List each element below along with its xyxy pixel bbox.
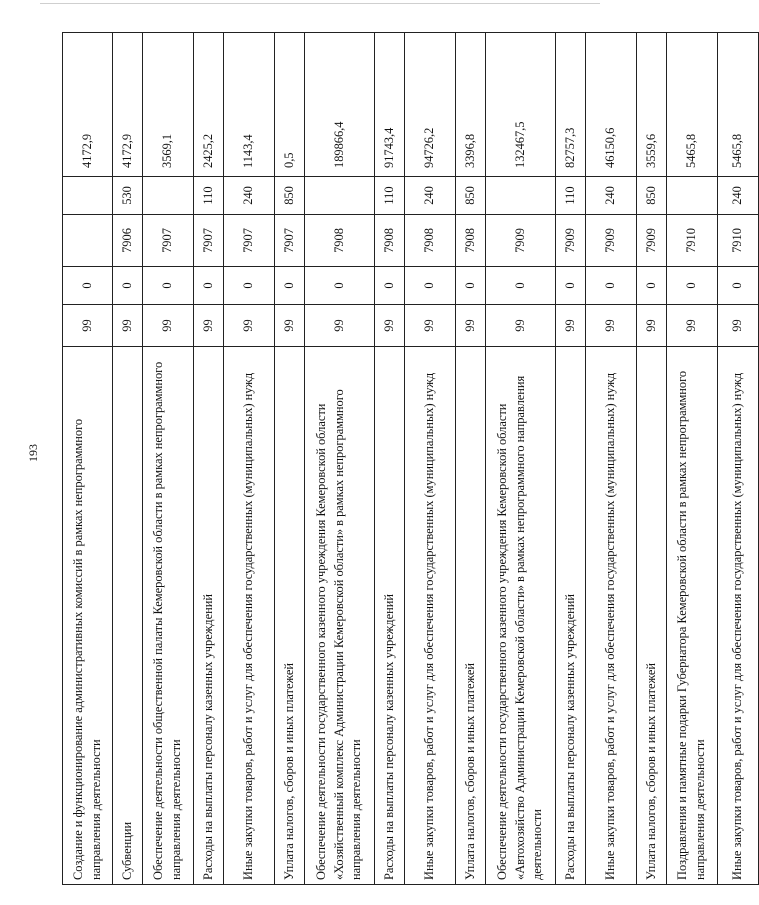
rotated-table-frame (62, 33, 744, 885)
target-article-cell: 7907 (143, 215, 194, 267)
row-name-cell: Расходы на выплаты персоналу казенных учреждений (375, 347, 405, 885)
table-row (556, 33, 586, 885)
target-article-cell: 7908 (405, 215, 456, 267)
table-row (718, 33, 759, 885)
row-name-cell: Иные закупки товаров, работ и услуг для обеспечения государственных (муниципальных) нужд (718, 347, 759, 885)
expense-type-cell: 850 (456, 177, 486, 215)
expense-type-cell (305, 177, 375, 215)
target-article-cell: 7909 (486, 215, 556, 267)
code-cell: 99 (143, 305, 194, 347)
table-row (456, 33, 486, 885)
code-cell: 99 (486, 305, 556, 347)
subcode-cell: 0 (456, 267, 486, 305)
expense-type-cell (63, 177, 113, 215)
table-row (405, 33, 456, 885)
target-article-cell: 7906 (113, 215, 143, 267)
row-name-cell: Иные закупки товаров, работ и услуг для обеспечения государственных (муниципальных) нужд (586, 347, 637, 885)
row-name-cell: Расходы на выплаты персоналу казенных учреждений (194, 347, 224, 885)
table-row (275, 33, 305, 885)
row-name-cell: Субвенции (113, 347, 143, 885)
amount-cell: 82757,3 (556, 33, 586, 177)
table-row (63, 33, 113, 885)
subcode-cell: 0 (194, 267, 224, 305)
table-row (375, 33, 405, 885)
expense-type-cell (143, 177, 194, 215)
table-row (143, 33, 194, 885)
amount-cell: 2425,2 (194, 33, 224, 177)
amount-cell: 189866,4 (305, 33, 375, 177)
table-row (224, 33, 275, 885)
code-cell: 99 (194, 305, 224, 347)
row-name-cell: Уплата налогов, сборов и иных платежей (637, 347, 667, 885)
code-cell: 99 (556, 305, 586, 347)
target-article-cell: 7909 (586, 215, 637, 267)
target-article-cell: 7909 (637, 215, 667, 267)
amount-cell: 91743,4 (375, 33, 405, 177)
subcode-cell: 0 (718, 267, 759, 305)
code-cell: 99 (718, 305, 759, 347)
budget-table-body (63, 33, 759, 885)
row-name-cell: Создание и функционирование административных комиссий в рамках непрограммного направления деятельности (63, 347, 113, 885)
expense-type-cell: 530 (113, 177, 143, 215)
target-article-cell: 7909 (556, 215, 586, 267)
table-row (305, 33, 375, 885)
amount-cell: 3569,1 (143, 33, 194, 177)
amount-cell: 132467,5 (486, 33, 556, 177)
row-name-cell: Иные закупки товаров, работ и услуг для обеспечения государственных (муниципальных) нужд (405, 347, 456, 885)
subcode-cell: 0 (556, 267, 586, 305)
target-article-cell: 7908 (305, 215, 375, 267)
expense-type-cell: 240 (586, 177, 637, 215)
row-name-cell: Расходы на выплаты персоналу казенных учреждений (556, 347, 586, 885)
row-name-cell: Поздравления и памятные подарки Губернатора Кемеровской области в рамках непрограммного направления деятельности (667, 347, 718, 885)
scan-edge-line (40, 3, 600, 4)
target-article-cell: 7910 (718, 215, 759, 267)
subcode-cell: 0 (405, 267, 456, 305)
subcode-cell: 0 (143, 267, 194, 305)
target-article-cell: 7908 (375, 215, 405, 267)
code-cell: 99 (637, 305, 667, 347)
subcode-cell: 0 (667, 267, 718, 305)
subcode-cell: 0 (586, 267, 637, 305)
expense-type-cell (667, 177, 718, 215)
amount-cell: 5465,8 (718, 33, 759, 177)
amount-cell: 94726,2 (405, 33, 456, 177)
code-cell: 99 (667, 305, 718, 347)
amount-cell: 3559,6 (637, 33, 667, 177)
code-cell: 99 (63, 305, 113, 347)
code-cell: 99 (113, 305, 143, 347)
code-cell: 99 (305, 305, 375, 347)
amount-cell: 1143,4 (224, 33, 275, 177)
table-row (586, 33, 637, 885)
subcode-cell: 0 (275, 267, 305, 305)
code-cell: 99 (456, 305, 486, 347)
budget-table (62, 32, 759, 885)
amount-cell: 3396,8 (456, 33, 486, 177)
table-row (113, 33, 143, 885)
row-name-cell: Уплата налогов, сборов и иных платежей (456, 347, 486, 885)
table-row (667, 33, 718, 885)
subcode-cell: 0 (375, 267, 405, 305)
expense-type-cell: 850 (275, 177, 305, 215)
expense-type-cell: 240 (224, 177, 275, 215)
code-cell: 99 (586, 305, 637, 347)
subcode-cell: 0 (224, 267, 275, 305)
code-cell: 99 (405, 305, 456, 347)
target-article-cell: 7910 (667, 215, 718, 267)
target-article-cell (63, 215, 113, 267)
row-name-cell: Обеспечение деятельности государственного казенного учреждения Кемеровской области «Автохозяйство Администрации Кемеровской области» в рамках непрограммного направления деятельности (486, 347, 556, 885)
amount-cell: 5465,8 (667, 33, 718, 177)
table-row (486, 33, 556, 885)
subcode-cell: 0 (113, 267, 143, 305)
expense-type-cell: 110 (556, 177, 586, 215)
row-name-cell: Иные закупки товаров, работ и услуг для обеспечения государственных (муниципальных) нужд (224, 347, 275, 885)
expense-type-cell (486, 177, 556, 215)
amount-cell: 0,5 (275, 33, 305, 177)
amount-cell: 4172,9 (113, 33, 143, 177)
row-name-cell: Уплата налогов, сборов и иных платежей (275, 347, 305, 885)
target-article-cell: 7907 (224, 215, 275, 267)
row-name-cell: Обеспечение деятельности общественной палаты Кемеровской области в рамках непрограммного направления деятельности (143, 347, 194, 885)
table-row (637, 33, 667, 885)
expense-type-cell: 240 (405, 177, 456, 215)
amount-cell: 46150,6 (586, 33, 637, 177)
code-cell: 99 (224, 305, 275, 347)
subcode-cell: 0 (63, 267, 113, 305)
subcode-cell: 0 (305, 267, 375, 305)
row-name-cell: Обеспечение деятельности государственного казенного учреждения Кемеровской области «Хозяйственный комплекс Администрации Кемеровской области» в рамках непрограммного направления деятельности (305, 347, 375, 885)
page-number: 193 (25, 444, 40, 462)
budget-table-container (62, 33, 744, 885)
expense-type-cell: 110 (194, 177, 224, 215)
code-cell: 99 (375, 305, 405, 347)
table-row (194, 33, 224, 885)
target-article-cell: 7907 (275, 215, 305, 267)
expense-type-cell: 240 (718, 177, 759, 215)
subcode-cell: 0 (486, 267, 556, 305)
code-cell: 99 (275, 305, 305, 347)
amount-cell: 4172,9 (63, 33, 113, 177)
target-article-cell: 7907 (194, 215, 224, 267)
subcode-cell: 0 (637, 267, 667, 305)
expense-type-cell: 850 (637, 177, 667, 215)
target-article-cell: 7908 (456, 215, 486, 267)
expense-type-cell: 110 (375, 177, 405, 215)
